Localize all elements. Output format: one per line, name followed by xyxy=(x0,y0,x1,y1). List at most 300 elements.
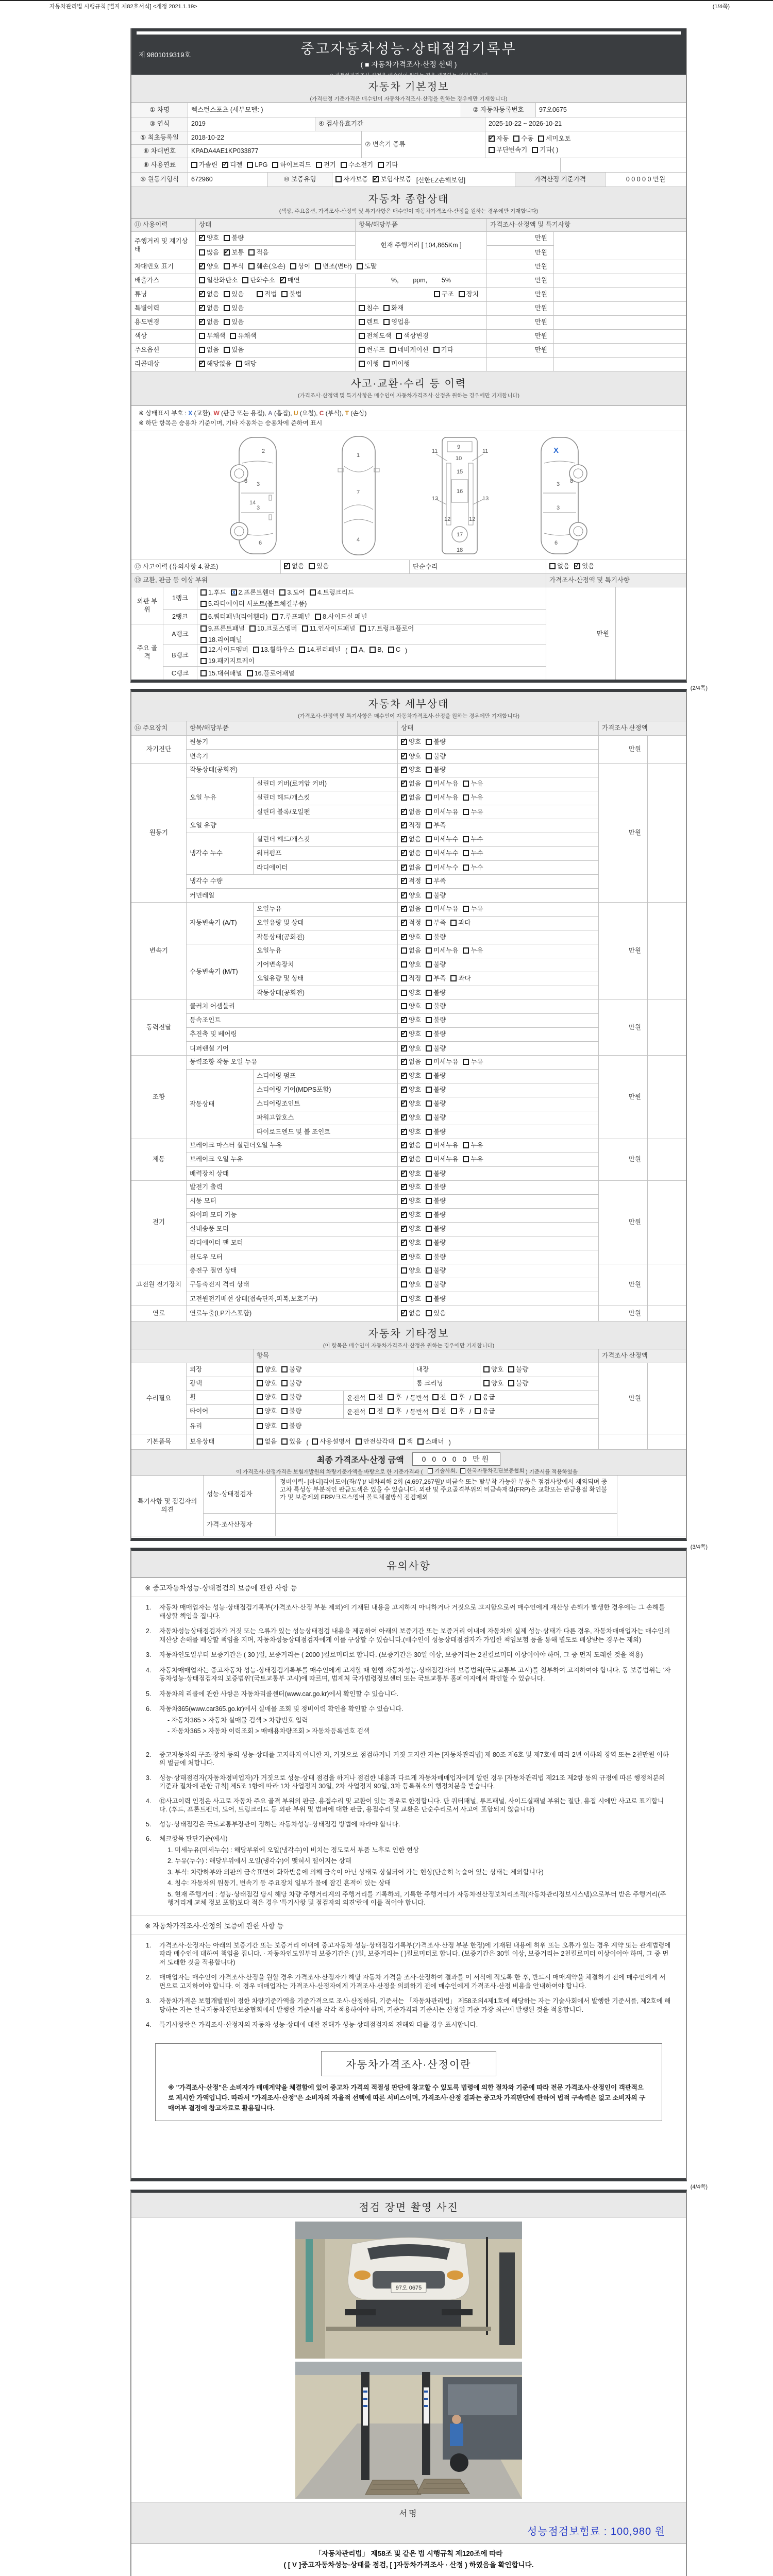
checkbox[interactable] xyxy=(426,1171,432,1177)
checkbox[interactable] xyxy=(401,1240,407,1246)
checkbox[interactable] xyxy=(508,1380,514,1386)
checkbox[interactable] xyxy=(426,990,432,996)
checkbox[interactable] xyxy=(401,794,407,801)
checkbox-option xyxy=(222,160,242,170)
option-label: 양호 xyxy=(409,1253,422,1261)
options-cell xyxy=(188,158,561,172)
checkbox[interactable] xyxy=(401,767,407,773)
header-stripe xyxy=(137,31,681,35)
checkbox[interactable] xyxy=(401,822,407,828)
checkbox-option xyxy=(401,765,421,775)
checkbox[interactable] xyxy=(426,1129,432,1135)
checkbox[interactable] xyxy=(369,1394,375,1400)
checkbox[interactable] xyxy=(359,319,365,325)
checkbox[interactable] xyxy=(316,162,322,168)
checkbox[interactable] xyxy=(280,277,286,283)
checkbox[interactable] xyxy=(199,305,205,311)
checkbox[interactable] xyxy=(426,781,432,787)
checkbox[interactable] xyxy=(199,333,205,339)
checkbox[interactable] xyxy=(401,1045,407,1052)
note-item: 6. 체크항목 판단기준(예시) 1. 미세누유(미세누수) : 해당부위에 오일(냉각수)이 비치는 정도로서 부품 노후로 인한 현상 2. 누유(누수) : 해당부위에서 오일(냉각수)이 맺혀서 떨어지는 상태 3. 부식: 차량하부와 외판의 금속표면이 화학반응에 의해 금속이 아닌 상태로 상실되어 가는 현상(단순히 녹슬어 있는 상태는 제외합니다) 4. 침수: 자동차의 원동기, 변속기 등 주요장치 일부가 물에 잠긴 흔적이 있는 상태 5. 현재 주행거리 : 성능·상태점검 당시 해당 차량 주행거리계의 주행거리를 기록하되, 기록한 주행거리가 자동차전산정보처리조직(자동차관리정보시스템)으로부터 받은 주행거리(주행거리계 교체 정보 포함)보다 적은 경우 '특기사항 및 점검자의 의견'란에 이를 적어야 합니다. xyxy=(146,1835,666,1906)
checkbox[interactable] xyxy=(426,1017,432,1023)
checkbox[interactable] xyxy=(401,1114,407,1121)
checkbox[interactable] xyxy=(341,162,347,168)
checkbox[interactable] xyxy=(309,563,315,569)
svg-text:9: 9 xyxy=(457,444,461,451)
checkbox[interactable] xyxy=(383,319,390,325)
checkbox[interactable] xyxy=(426,1254,432,1260)
confirmation-line-2: ( [ V ]중고자동차성능·상태를 점검, [ ]자동차가격조사 · 산정 ) 하였음을 확인합니다. xyxy=(283,2561,534,2569)
checkbox[interactable] xyxy=(426,1003,432,1009)
checkbox[interactable] xyxy=(200,647,207,653)
options-cell xyxy=(398,972,598,986)
checkbox[interactable] xyxy=(236,361,242,367)
checkbox[interactable] xyxy=(401,1031,407,1037)
checkbox[interactable] xyxy=(463,836,469,842)
checkbox[interactable] xyxy=(426,1212,432,1218)
checkbox-option xyxy=(199,331,225,341)
checkbox[interactable] xyxy=(401,920,407,926)
checkbox[interactable] xyxy=(199,277,205,283)
checkbox[interactable] xyxy=(224,319,230,325)
option-label: 양호 xyxy=(409,1197,422,1205)
table-row xyxy=(131,274,686,288)
checkbox[interactable] xyxy=(401,906,407,912)
checkbox[interactable] xyxy=(459,291,465,297)
checkbox[interactable] xyxy=(426,878,432,884)
checkbox[interactable] xyxy=(451,1408,457,1414)
checkbox[interactable] xyxy=(463,906,469,912)
checkbox[interactable] xyxy=(200,614,207,620)
checkbox-option xyxy=(199,275,238,285)
checkbox[interactable] xyxy=(253,647,259,653)
checkbox[interactable] xyxy=(224,347,230,353)
checkbox[interactable] xyxy=(428,1468,433,1473)
checkbox[interactable] xyxy=(426,1240,432,1246)
checkbox[interactable] xyxy=(224,249,230,256)
checkbox[interactable] xyxy=(281,1438,288,1445)
table-cell: 냉각수 누수 xyxy=(187,833,254,874)
checkbox[interactable] xyxy=(463,850,469,856)
checkbox[interactable] xyxy=(281,291,288,297)
svg-text:13: 13 xyxy=(482,496,489,502)
checkbox[interactable] xyxy=(302,625,308,632)
checkbox[interactable] xyxy=(290,263,296,269)
checkbox[interactable] xyxy=(357,263,363,269)
checkbox[interactable] xyxy=(310,589,316,596)
checkbox[interactable] xyxy=(451,1394,457,1400)
option-label: 응급 xyxy=(482,1408,495,1415)
confirmation-line-1: 「자동차관리법」 제58조 및 같은 법 시행규칙 제120조에 따라 xyxy=(314,2550,503,2557)
checkbox[interactable] xyxy=(199,291,205,297)
table-cell: 연료 xyxy=(131,1306,187,1321)
checkbox[interactable] xyxy=(388,647,394,653)
checkbox-option xyxy=(401,932,421,942)
checkbox[interactable] xyxy=(359,361,365,367)
checkbox[interactable] xyxy=(257,1394,263,1400)
checkbox[interactable] xyxy=(242,277,248,283)
overall-condition-table xyxy=(131,219,686,371)
checkbox[interactable] xyxy=(199,235,205,241)
checkbox[interactable] xyxy=(281,1366,288,1372)
checkbox[interactable] xyxy=(426,1198,432,1204)
checkbox[interactable] xyxy=(432,1408,439,1414)
checkbox[interactable] xyxy=(388,1408,394,1414)
final-price-bar xyxy=(131,1450,686,1476)
checkbox[interactable] xyxy=(401,1212,407,1218)
detail-condition-table xyxy=(131,721,686,1321)
option-text: 운전석 xyxy=(347,1409,366,1416)
checkbox[interactable] xyxy=(401,1296,407,1302)
options-cell xyxy=(254,1419,598,1434)
checkbox[interactable] xyxy=(538,135,544,142)
checkbox[interactable] xyxy=(463,947,469,954)
checkbox[interactable] xyxy=(257,1408,263,1414)
notice-heading-1: ※ 중고자동차성능·상태점검의 보증에 관한 사항 등 xyxy=(131,1578,686,1597)
checkbox[interactable] xyxy=(401,990,407,996)
checkbox[interactable] xyxy=(199,361,205,367)
options-cell xyxy=(196,302,356,315)
checkbox[interactable] xyxy=(463,1156,469,1162)
checkbox[interactable] xyxy=(401,1073,407,1079)
checkbox[interactable] xyxy=(426,1087,432,1093)
option-label: 양호 xyxy=(409,1267,422,1274)
checkbox[interactable] xyxy=(191,162,197,168)
checkbox[interactable] xyxy=(401,739,407,745)
table-row xyxy=(187,1405,598,1419)
checkbox[interactable] xyxy=(224,235,230,241)
checkbox[interactable] xyxy=(513,135,519,142)
checkbox[interactable] xyxy=(463,794,469,801)
checkbox[interactable] xyxy=(359,305,365,311)
checkbox[interactable] xyxy=(426,1184,432,1190)
checkbox[interactable] xyxy=(426,906,432,912)
checkbox[interactable] xyxy=(450,920,457,926)
checkbox[interactable] xyxy=(247,670,253,676)
checkbox-option xyxy=(426,1308,446,1318)
checkbox[interactable] xyxy=(463,1142,469,1148)
checkbox-option xyxy=(247,160,267,170)
checkbox[interactable] xyxy=(231,589,237,596)
checkbox[interactable] xyxy=(433,347,440,353)
checkbox[interactable] xyxy=(335,176,342,182)
checkbox[interactable] xyxy=(373,176,379,182)
checkbox[interactable] xyxy=(426,865,432,871)
checkbox[interactable] xyxy=(426,1142,432,1148)
checkbox[interactable] xyxy=(426,794,432,801)
checkbox[interactable] xyxy=(426,809,432,815)
table-row xyxy=(187,1434,598,1449)
checkbox[interactable] xyxy=(426,850,432,856)
checkbox[interactable] xyxy=(426,961,432,968)
checkbox[interactable] xyxy=(401,975,407,981)
checkbox[interactable] xyxy=(383,361,390,367)
checkbox[interactable] xyxy=(299,647,305,653)
checkbox[interactable] xyxy=(369,1408,375,1414)
option-label: 양호 xyxy=(264,1422,277,1430)
checkbox[interactable] xyxy=(224,291,230,297)
checkbox[interactable] xyxy=(399,1438,405,1445)
checkbox[interactable] xyxy=(199,319,205,325)
checkbox[interactable] xyxy=(426,1100,432,1107)
section-subtitle: (가격조사·산정액 및 특기사항은 매수인이 자동차가격조사·산정을 원하는 경우에만 기재합니다) xyxy=(298,393,519,399)
checkbox[interactable] xyxy=(475,1408,481,1414)
checkbox[interactable] xyxy=(401,1129,407,1135)
option-label: 미세누수 xyxy=(433,863,459,871)
table-row xyxy=(196,232,355,246)
checkbox[interactable] xyxy=(281,1394,288,1400)
checkbox[interactable] xyxy=(426,1059,432,1065)
checkbox[interactable] xyxy=(369,647,376,653)
checkbox[interactable] xyxy=(248,263,255,269)
checkbox[interactable] xyxy=(401,865,407,871)
options-cell xyxy=(398,1111,598,1125)
checkbox[interactable] xyxy=(383,305,390,311)
table-cell xyxy=(648,1363,686,1434)
section-subtitle: (이 항목은 매수인이 자동차가격조사·산정을 원하는 경우에만 기재합니다) xyxy=(323,1343,495,1349)
checkbox[interactable] xyxy=(401,878,407,884)
checkbox[interactable] xyxy=(401,934,407,940)
checkbox[interactable] xyxy=(401,1017,407,1023)
document-subtitle: ( ■ 자동차가격조사·산정 선택 ) xyxy=(360,60,457,69)
checkbox-option xyxy=(426,973,446,984)
checkbox[interactable] xyxy=(401,836,407,842)
checkbox[interactable] xyxy=(475,1394,481,1400)
checkbox[interactable] xyxy=(401,1198,407,1204)
checkbox[interactable] xyxy=(483,1366,490,1372)
option-label: 17.트렁크플로어 xyxy=(367,624,414,632)
checkbox[interactable] xyxy=(200,589,207,596)
checkbox[interactable] xyxy=(272,162,278,168)
checkbox[interactable] xyxy=(248,249,255,256)
options-cell xyxy=(398,1250,598,1264)
checkbox[interactable] xyxy=(426,822,432,828)
checkbox[interactable] xyxy=(199,263,205,269)
table-cell xyxy=(187,903,599,999)
checkbox[interactable] xyxy=(434,291,440,297)
checkbox[interactable] xyxy=(200,625,207,632)
checkbox[interactable] xyxy=(532,147,538,153)
checkbox[interactable] xyxy=(401,1267,407,1274)
checkbox-option xyxy=(281,1392,301,1402)
checkbox[interactable] xyxy=(401,1310,407,1316)
checkbox[interactable] xyxy=(426,1310,432,1316)
option-label: 불량 xyxy=(433,1100,446,1107)
checkbox-option xyxy=(428,1467,457,1475)
checkbox[interactable] xyxy=(460,1468,465,1473)
checkbox[interactable] xyxy=(200,670,207,676)
checkbox-option xyxy=(426,959,446,970)
option-label: 상이 xyxy=(297,263,311,270)
checkbox-option xyxy=(489,133,509,144)
option-label: 부족 xyxy=(433,919,446,926)
checkbox[interactable] xyxy=(450,975,457,981)
checkbox[interactable] xyxy=(401,1281,407,1287)
checkbox[interactable] xyxy=(356,1438,362,1445)
checkbox[interactable] xyxy=(224,263,230,269)
checkbox[interactable] xyxy=(426,1045,432,1052)
checkbox[interactable] xyxy=(281,1423,288,1429)
options-cell xyxy=(398,917,598,930)
checkbox[interactable] xyxy=(463,781,469,787)
checkbox[interactable] xyxy=(401,781,407,787)
checkbox[interactable] xyxy=(257,1423,263,1429)
option-label: 자가보증 xyxy=(343,175,368,183)
checkbox[interactable] xyxy=(401,1087,407,1093)
checkbox[interactable] xyxy=(489,135,495,142)
option-label: 불량 xyxy=(433,1183,446,1191)
checkbox[interactable] xyxy=(230,333,236,339)
option-label: 양호 xyxy=(409,1295,422,1302)
note-item: 4. ⑫사고이력 인정은 사고로 자동차 주요 골격 부위의 판금, 용접수리 및 교환이 있는 경우로 한정합니다. 단 쿼터패널, 루프패널, 사이드실패널 부위는 절단, 용접 시에만 사고로 표기합니다. (후드, 프론트펜더, 도어, 트렁크리드 등 외판 부위 및 범퍼에 대한 판금, 용접수리 및 교환은 단순수리로서 사고에 포함되지 않습니다) xyxy=(146,1797,664,1813)
checkbox[interactable] xyxy=(315,263,321,269)
table-cell: 만원 xyxy=(599,1000,648,1055)
table-cell xyxy=(254,1070,598,1139)
checkbox[interactable] xyxy=(199,347,205,353)
table-cell: 연료누출(LP가스포함) xyxy=(187,1306,398,1321)
checkbox[interactable] xyxy=(388,1394,394,1400)
checkbox[interactable] xyxy=(426,892,432,899)
checkbox[interactable] xyxy=(426,1226,432,1232)
checkbox[interactable] xyxy=(401,892,407,899)
checkbox[interactable] xyxy=(401,1171,407,1177)
options-cell xyxy=(398,1306,598,1321)
top-rule xyxy=(0,0,773,1)
table-cell: 리콜대상 xyxy=(131,358,196,371)
checkbox[interactable] xyxy=(401,753,407,759)
checkbox-option xyxy=(199,359,231,369)
checkbox[interactable] xyxy=(426,1156,432,1162)
checkbox[interactable] xyxy=(401,1156,407,1162)
checkbox[interactable] xyxy=(378,162,384,168)
checkbox[interactable] xyxy=(281,1408,288,1414)
checkbox[interactable] xyxy=(401,1184,407,1190)
checkbox[interactable] xyxy=(315,614,321,620)
table-row xyxy=(254,1125,598,1139)
checkbox[interactable] xyxy=(401,947,407,954)
option-label: 있음 xyxy=(582,563,595,570)
checkbox[interactable] xyxy=(549,563,556,569)
checkbox[interactable] xyxy=(426,753,432,759)
checkbox[interactable] xyxy=(222,162,228,168)
checkbox[interactable] xyxy=(200,658,207,664)
option-label: 불량 xyxy=(433,1072,446,1079)
checkbox[interactable] xyxy=(359,333,365,339)
checkbox[interactable] xyxy=(390,347,396,353)
checkbox[interactable] xyxy=(359,347,365,353)
table-row xyxy=(187,833,598,875)
checkbox[interactable] xyxy=(257,1366,263,1372)
options-cell xyxy=(398,1195,598,1208)
checkbox[interactable] xyxy=(272,614,278,620)
checkbox[interactable] xyxy=(281,1380,288,1386)
checkbox[interactable] xyxy=(249,625,256,632)
checkbox[interactable] xyxy=(463,1059,469,1065)
checkbox[interactable] xyxy=(401,1254,407,1260)
table-cell: 만원 xyxy=(487,316,554,329)
checkbox[interactable] xyxy=(224,305,230,311)
checkbox[interactable] xyxy=(426,1267,432,1274)
checkbox[interactable] xyxy=(426,920,432,926)
checkbox[interactable] xyxy=(247,162,253,168)
option-label: 변조(변타) xyxy=(323,263,352,270)
section-accident-history xyxy=(131,371,686,406)
checkbox[interactable] xyxy=(417,1438,424,1445)
table-row xyxy=(163,667,546,680)
option-label: 없음 xyxy=(409,794,422,801)
checkbox[interactable] xyxy=(574,563,580,569)
checkbox[interactable] xyxy=(401,1100,407,1107)
checkbox[interactable] xyxy=(401,1003,407,1009)
checkbox[interactable] xyxy=(200,601,207,607)
checkbox[interactable] xyxy=(426,975,432,981)
checkbox[interactable] xyxy=(426,947,432,954)
checkbox-option xyxy=(426,918,446,928)
checkbox[interactable] xyxy=(257,1438,263,1445)
option-label: 누유 xyxy=(470,1142,483,1149)
header-note: ※ 자동차가격조사·산정은 매수인이 원하는 경우 제공하는 서비스입니다 xyxy=(329,73,489,79)
checkbox[interactable] xyxy=(426,934,432,940)
checkbox-option xyxy=(280,275,300,285)
checkbox-option xyxy=(426,1210,446,1220)
checkbox-option xyxy=(360,624,414,634)
checkbox[interactable] xyxy=(426,1281,432,1287)
checkbox[interactable] xyxy=(257,1380,263,1386)
checkbox[interactable] xyxy=(401,850,407,856)
checkbox[interactable] xyxy=(401,1142,407,1148)
checkbox[interactable] xyxy=(426,1296,432,1302)
checkbox[interactable] xyxy=(426,836,432,842)
checkbox[interactable] xyxy=(426,1073,432,1079)
checkbox[interactable] xyxy=(432,1394,439,1400)
table-cell: 클러치 어셈블리 xyxy=(187,1000,398,1013)
table-cell: 성능·상태점검자 xyxy=(204,1476,276,1513)
checkbox[interactable] xyxy=(463,865,469,871)
page-2 xyxy=(130,689,687,1541)
checkbox-option xyxy=(315,612,367,622)
svg-text:12: 12 xyxy=(444,516,451,523)
checkbox[interactable] xyxy=(401,1059,407,1065)
checkbox-option xyxy=(401,1308,421,1318)
checkbox[interactable] xyxy=(312,1438,318,1445)
checkbox[interactable] xyxy=(401,961,407,968)
checkbox[interactable] xyxy=(483,1380,490,1386)
checkbox[interactable] xyxy=(426,739,432,745)
table-row xyxy=(254,1111,598,1125)
option-label: 양호 xyxy=(409,1016,422,1024)
table-cell xyxy=(617,1476,686,1536)
checkbox[interactable] xyxy=(426,1031,432,1037)
option-label: 없음 xyxy=(409,905,422,912)
checkbox[interactable] xyxy=(200,637,207,643)
checkbox[interactable] xyxy=(279,589,285,596)
checkbox[interactable] xyxy=(401,809,407,815)
checkbox[interactable] xyxy=(401,1226,407,1232)
checkbox[interactable] xyxy=(284,563,290,569)
checkbox[interactable] xyxy=(360,625,366,632)
checkbox[interactable] xyxy=(426,767,432,773)
checkbox[interactable] xyxy=(257,291,263,297)
checkbox[interactable] xyxy=(463,809,469,815)
checkbox[interactable] xyxy=(426,1114,432,1121)
checkbox[interactable] xyxy=(351,647,357,653)
checkbox[interactable] xyxy=(199,249,205,256)
checkbox[interactable] xyxy=(508,1366,514,1372)
checkbox[interactable] xyxy=(396,333,402,339)
checkbox[interactable] xyxy=(489,147,495,153)
table-cell: 냉각수 수량 xyxy=(187,875,398,888)
option-label: 없음 xyxy=(409,780,422,787)
